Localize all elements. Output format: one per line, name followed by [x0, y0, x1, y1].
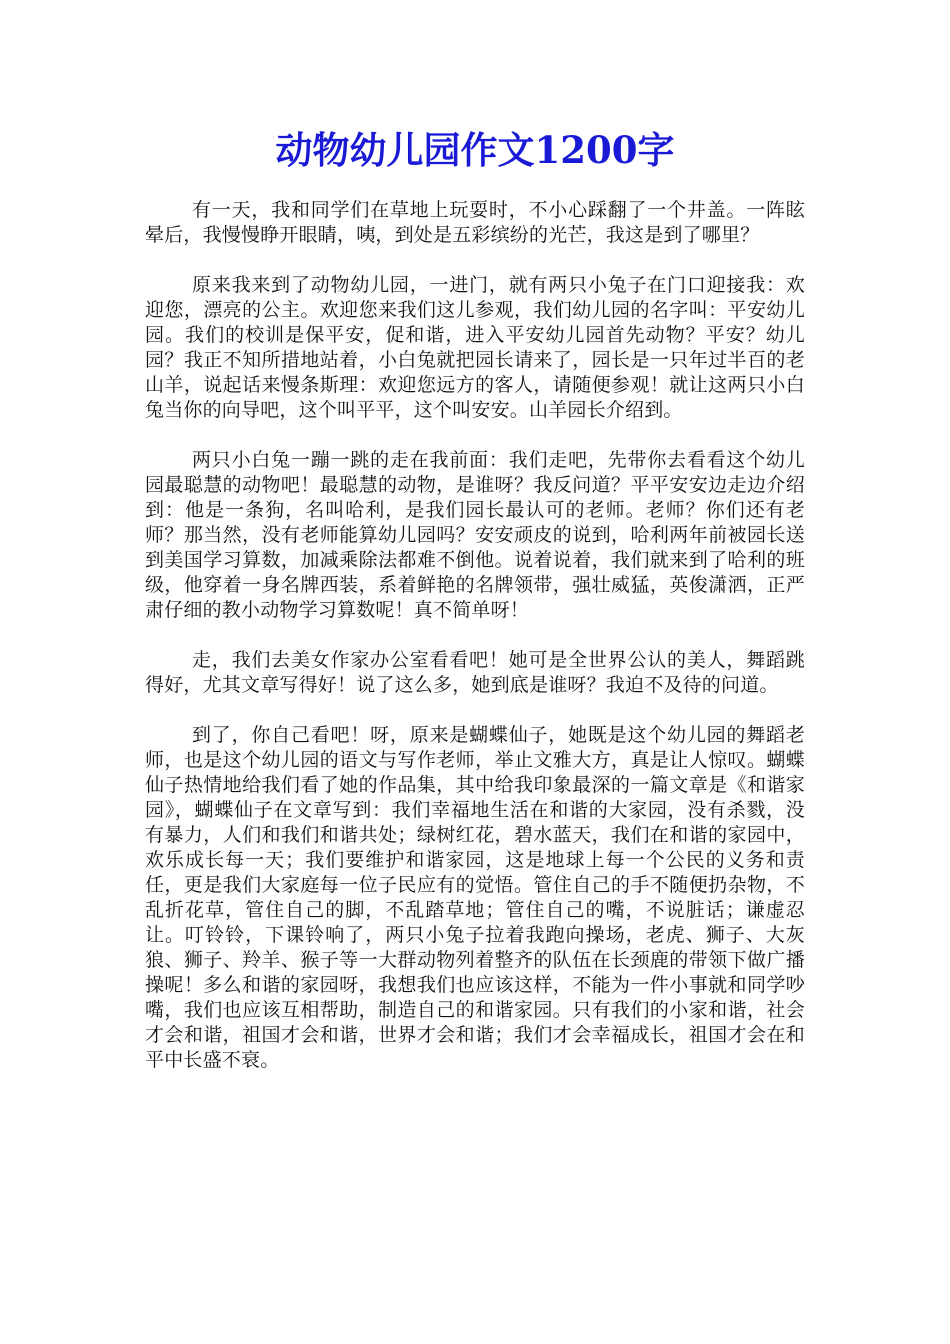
- paragraph-4: 走，我们去美女作家办公室看看吧！她可是全世界公认的美人，舞蹈跳得好，尤其文章写得好！说了这么多，她到底是谁呀？我迫不及待的问道。: [145, 649, 805, 696]
- paragraph-5: 到了，你自己看吧！呀，原来是蝴蝶仙子，她既是这个幼儿园的舞蹈老师，也是这个幼儿园的语文与写作老师，举止文雅大方，真是让人惊叹。蝴蝶仙子热情地给我们看了她的作品集，其中给我印象最深的一篇文章是《和谐家园》，蝴蝶仙子在文章写到：我们幸福地生活在和谐的大家园，没有杀戮，没有暴力，人们和我们和谐共处；绿树红花，碧水蓝天，我们在和谐的家园中，欢乐成长每一天；我们要维护和谐家园，这是地球上每一个公民的义务和责任，更是我们大家庭每一位子民应有的觉悟。管住自己的手不随便扔杂物，不乱折花草，管住自己的脚，不乱踏草地；管住自己的嘴，不说脏话；谦虚忍让。叮铃铃，下课铃响了，两只小兔子拉着我跑向操场，老虎、狮子、大灰狼、狮子、羚羊、猴子等一大群动物列着整齐的队伍在长颈鹿的带领下做广播操呢！多么和谐的家园呀，我想我们也应该这样，不能为一件小事就和同学吵嘴，我们也应该互相帮助，制造自己的和谐家园。只有我们的小家和谐，社会才会和谐，祖国才会和谐，世界才会和谐；我们才会幸福成长，祖国才会在和平中长盛不衰。: [145, 724, 805, 1071]
- paragraph-1: 有一天，我和同学们在草地上玩耍时，不小心踩翻了一个井盖。一阵眩晕后，我慢慢睁开眼睛，咦，到处是五彩缤纷的光芒，我这是到了哪里？: [145, 199, 805, 246]
- paragraph-2: 原来我来到了动物幼儿园，一进门，就有两只小兔子在门口迎接我：欢迎您，漂亮的公主。欢迎您来我们这儿参观，我们幼儿园的名字叫：平安幼儿园。我们的校训是保平安，促和谐，进入平安幼儿园首先动物？平安？幼儿园？我正不知所措地站着，小白兔就把园长请来了，园长是一只年过半百的老山羊，说起话来慢条斯理：欢迎您远方的客人，请随便参观！就让这两只小白兔当你的向导吧，这个叫平平，这个叫安安。山羊园长介绍到。: [145, 274, 805, 421]
- paragraph-3: 两只小白兔一蹦一跳的走在我前面：我们走吧，先带你去看看这个幼儿园最聪慧的动物吧！最聪慧的动物，是谁呀？我反问道？平平安安边走边介绍到：他是一条狗，名叫哈利，是我们园长最认可的老师。老师？你们还有老师？那当然，没有老师能算幼儿园吗？安安顽皮的说到，哈利两年前被园长送到美国学习算数，加减乘除法都难不倒他。说着说着，我们就来到了哈利的班级，他穿着一身名牌西装，系着鲜艳的名牌领带，强壮威猛，英俊潇洒，正严肃仔细的教小动物学习算数呢！真不简单呀！: [145, 449, 805, 621]
- document-title: 动物幼儿园作文1200字: [275, 128, 675, 172]
- document-body: [145, 198, 805, 1098]
